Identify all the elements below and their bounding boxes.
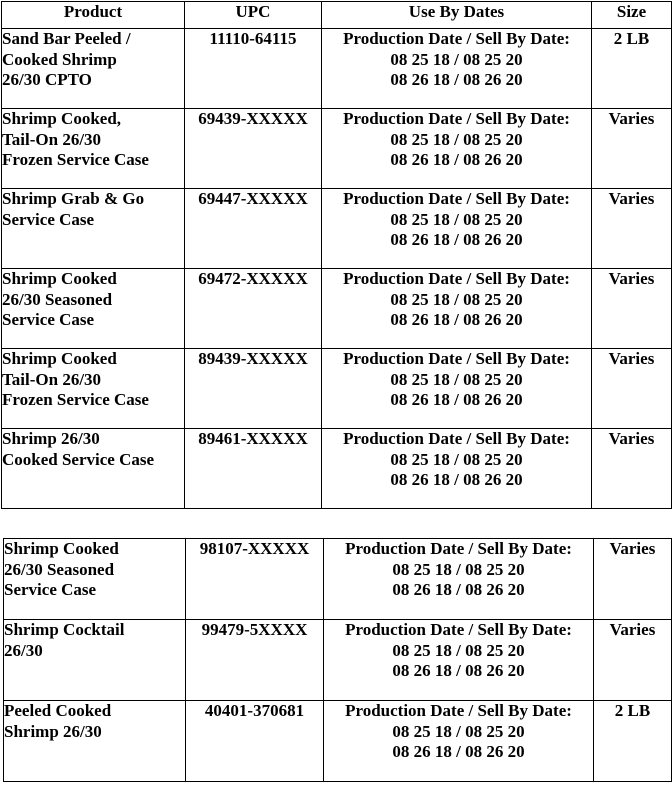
size-cell bbox=[592, 429, 672, 509]
product-name: Sand Bar Peeled / Cooked Shrimp 26/30 CPTO bbox=[2, 29, 131, 89]
product-name: Shrimp Cocktail 26/30 bbox=[4, 620, 125, 660]
upc-cell bbox=[185, 109, 322, 189]
header-product: Product bbox=[2, 2, 185, 29]
upc-code: 69447-XXXXX bbox=[198, 189, 308, 208]
product-cell bbox=[2, 109, 185, 189]
size-cell bbox=[594, 539, 672, 620]
product-cell bbox=[2, 189, 185, 269]
date-range-2: 08 26 18 / 08 26 20 bbox=[390, 470, 523, 489]
table-row bbox=[4, 620, 672, 701]
date-range-1: 08 25 18 / 08 25 20 bbox=[392, 721, 525, 741]
size-value: Varies bbox=[609, 620, 656, 639]
size-value: Varies bbox=[608, 349, 655, 368]
upc-code: 69472-XXXXX bbox=[198, 269, 308, 288]
upc-code: 11110-64115 bbox=[209, 29, 297, 48]
header-size: Size bbox=[592, 2, 672, 29]
size-value: 2 LB bbox=[614, 701, 651, 720]
date-range-1: 08 25 18 / 08 25 20 bbox=[390, 49, 523, 69]
size-value: Varies bbox=[608, 109, 655, 128]
product-cell bbox=[4, 539, 186, 620]
upc-code: 99479-5XXXX bbox=[201, 620, 308, 639]
size-value: Varies bbox=[608, 189, 655, 208]
upc-code: 98107-XXXXX bbox=[199, 539, 310, 558]
date-range-1: 08 25 18 / 08 25 20 bbox=[392, 559, 525, 579]
use-by-dates-cell bbox=[324, 539, 594, 620]
upc-cell bbox=[185, 349, 322, 429]
date-range-2: 08 26 18 / 08 26 20 bbox=[390, 70, 523, 89]
product-table-top bbox=[1, 1, 672, 509]
product-name: Shrimp Cooked 26/30 Seasoned Service Case bbox=[4, 539, 119, 599]
date-range-1: 08 25 18 / 08 25 20 bbox=[390, 289, 523, 309]
date-range-1: 08 25 18 / 08 25 20 bbox=[390, 209, 523, 229]
date-label: Production Date / Sell By Date: bbox=[345, 701, 572, 720]
product-cell bbox=[2, 29, 185, 109]
use-by-dates-cell bbox=[322, 189, 592, 269]
use-by-dates-cell bbox=[324, 620, 594, 701]
upc-cell bbox=[185, 429, 322, 509]
use-by-dates-cell bbox=[322, 349, 592, 429]
product-cell bbox=[2, 349, 185, 429]
header-upc: UPC bbox=[185, 2, 322, 29]
date-range-2: 08 26 18 / 08 26 20 bbox=[390, 150, 523, 169]
table-row bbox=[2, 189, 672, 269]
date-label: Production Date / Sell By Date: bbox=[345, 620, 572, 639]
date-label: Production Date / Sell By Date: bbox=[343, 349, 570, 368]
size-cell bbox=[594, 701, 672, 782]
upc-cell bbox=[186, 701, 324, 782]
product-name: Shrimp Cooked Tail-On 26/30 Frozen Service Case bbox=[2, 349, 149, 409]
date-range-1: 08 25 18 / 08 25 20 bbox=[390, 449, 523, 469]
size-cell bbox=[592, 109, 672, 189]
table-row bbox=[4, 701, 672, 782]
table-row bbox=[2, 429, 672, 509]
product-name: Shrimp Cooked, Tail-On 26/30 Frozen Service Case bbox=[2, 109, 149, 169]
upc-code: 40401-370681 bbox=[204, 701, 305, 720]
table-header-row bbox=[2, 2, 672, 29]
size-cell bbox=[594, 620, 672, 701]
date-range-2: 08 26 18 / 08 26 20 bbox=[392, 580, 525, 599]
size-value: Varies bbox=[608, 269, 655, 288]
date-range-2: 08 26 18 / 08 26 20 bbox=[390, 390, 523, 409]
size-cell bbox=[592, 269, 672, 349]
date-label: Production Date / Sell By Date: bbox=[345, 539, 572, 558]
size-value: 2 LB bbox=[613, 29, 650, 48]
upc-cell bbox=[185, 189, 322, 269]
product-cell bbox=[2, 429, 185, 509]
product-name: Peeled Cooked Shrimp 26/30 bbox=[4, 701, 112, 741]
table-row bbox=[2, 349, 672, 429]
upc-code: 89439-XXXXX bbox=[198, 349, 308, 368]
date-label: Production Date / Sell By Date: bbox=[343, 29, 570, 48]
header-use-by-dates: Use By Dates bbox=[322, 2, 592, 29]
product-cell bbox=[2, 269, 185, 349]
date-label: Production Date / Sell By Date: bbox=[343, 429, 570, 448]
size-cell bbox=[592, 29, 672, 109]
date-label: Production Date / Sell By Date: bbox=[343, 269, 570, 288]
use-by-dates-cell bbox=[324, 701, 594, 782]
upc-code: 89461-XXXXX bbox=[198, 429, 308, 448]
upc-cell bbox=[185, 269, 322, 349]
date-range-1: 08 25 18 / 08 25 20 bbox=[390, 129, 523, 149]
product-name: Shrimp Cooked 26/30 Seasoned Service Case bbox=[2, 269, 117, 329]
size-cell bbox=[592, 349, 672, 429]
size-value: Varies bbox=[609, 539, 656, 558]
size-cell bbox=[592, 189, 672, 269]
upc-cell bbox=[185, 29, 322, 109]
upc-cell bbox=[186, 620, 324, 701]
date-range-2: 08 26 18 / 08 26 20 bbox=[392, 661, 525, 680]
date-range-2: 08 26 18 / 08 26 20 bbox=[390, 230, 523, 249]
use-by-dates-cell bbox=[322, 29, 592, 109]
table-row bbox=[2, 29, 672, 109]
upc-cell bbox=[186, 539, 324, 620]
date-range-2: 08 26 18 / 08 26 20 bbox=[392, 742, 525, 761]
product-name: Shrimp Grab & Go Service Case bbox=[2, 189, 145, 229]
upc-code: 69439-XXXXX bbox=[198, 109, 308, 128]
product-table-bottom bbox=[3, 538, 672, 782]
size-value: Varies bbox=[608, 429, 655, 448]
date-range-2: 08 26 18 / 08 26 20 bbox=[390, 310, 523, 329]
product-name: Shrimp 26/30 Cooked Service Case bbox=[2, 429, 155, 469]
date-label: Production Date / Sell By Date: bbox=[343, 189, 570, 208]
use-by-dates-cell bbox=[322, 429, 592, 509]
product-cell bbox=[4, 620, 186, 701]
use-by-dates-cell bbox=[322, 269, 592, 349]
table-row bbox=[2, 269, 672, 349]
date-label: Production Date / Sell By Date: bbox=[343, 109, 570, 128]
table-row bbox=[4, 539, 672, 620]
date-range-1: 08 25 18 / 08 25 20 bbox=[390, 369, 523, 389]
table-row bbox=[2, 109, 672, 189]
date-range-1: 08 25 18 / 08 25 20 bbox=[392, 640, 525, 660]
use-by-dates-cell bbox=[322, 109, 592, 189]
product-cell bbox=[4, 701, 186, 782]
